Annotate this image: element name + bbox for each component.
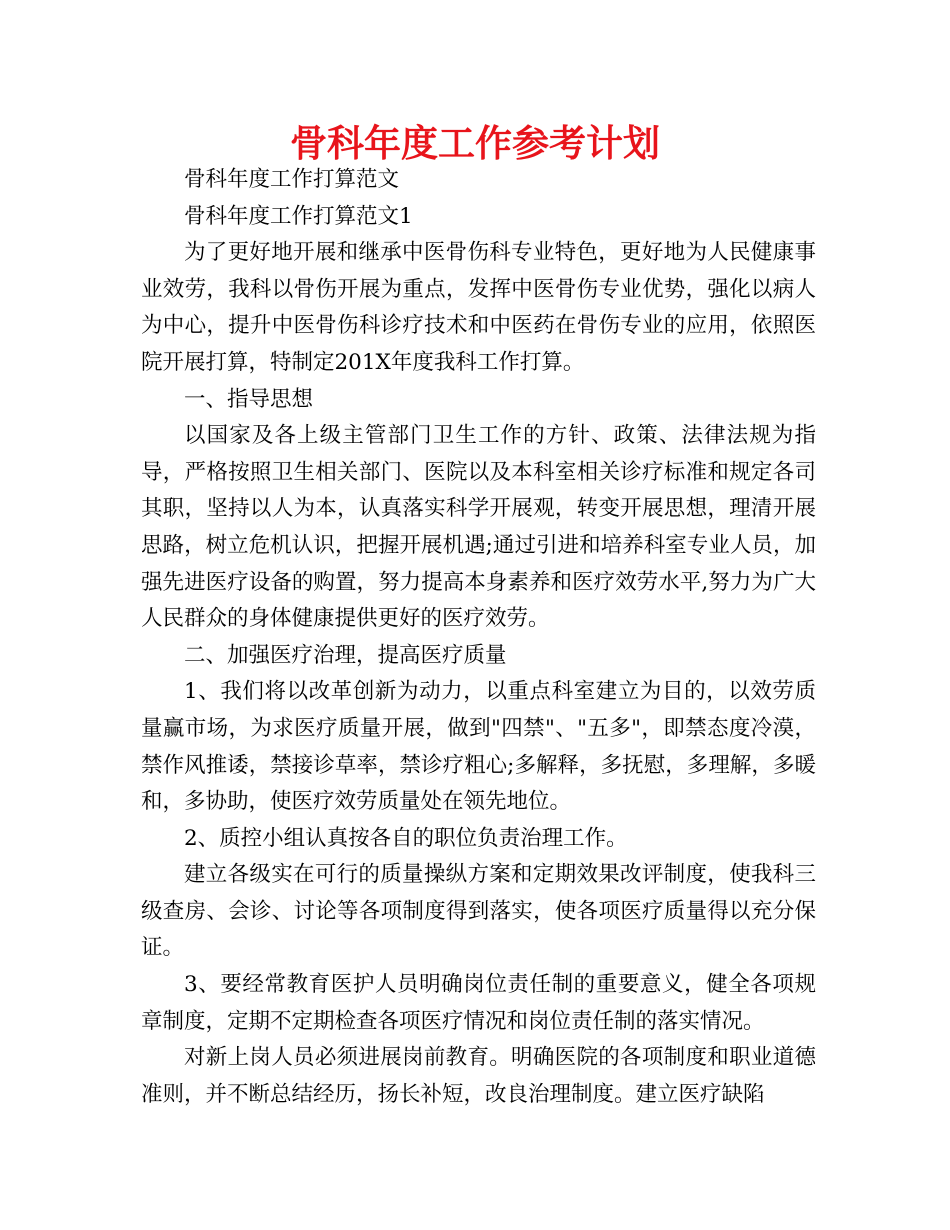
paragraph-quality-control: 建立各级实在可行的质量操纵方案和定期效果改评制度，使我科三级查房、会诊、讨论等各项制度得到落实，使各项医疗质量得以充分保证。	[141, 862, 816, 961]
paragraph-subtitle-1: 骨科年度工作打算范文1	[184, 203, 413, 229]
section-heading-guiding-ideology: 一、指导思想	[184, 386, 314, 412]
paragraph-guiding-ideology: 以国家及各上级主管部门卫生工作的方针、政策、法律法规为指导，严格按照卫生相关部门、医院以及本科室相关诊疗标准和规定各司其职，坚持以人为本，认真落实科学开展观，转变开展思想，理清开展思路，树立危机认识，把握开展机遇;通过引进和培养科室专业人员，加强先进医疗设备的购置，努力提高本身素养和医疗效劳水平,努力为广大人民群众的身体健康提供更好的医疗效劳。	[141, 423, 816, 632]
document-body	[141, 162, 816, 1113]
paragraph-subtitle: 骨科年度工作打算范文	[184, 167, 400, 192]
paragraph-new-staff: 对新上岗人员必须进展岗前教育。明确医院的各项制度和职业道德准则，并不断总结经历，扬长补短，改良治理制度。建立医疗缺陷	[141, 1045, 816, 1107]
paragraph-item-2: 2、质控小组认真按各自的职位负责治理工作。	[184, 825, 628, 851]
paragraph-item-3: 3、要经常教育医护人员明确岗位责任制的重要意义，健全各项规章制度，定期不定期检查各项医疗情况和岗位责任制的落实情况。	[141, 972, 816, 1034]
paragraph-intro: 为了更好地开展和继承中医骨伤科专业特色，更好地为人民健康事业效劳，我科以骨伤开展为重点，发挥中医骨伤专业优势，强化以病人为中心，提升中医骨伤科诊疗技术和中医药在骨伤专业的应用，依照医院开展打算，特制定201X年度我科工作打算。	[141, 240, 816, 375]
document-title: 骨科年度工作参考计划	[290, 122, 660, 165]
paragraph-item-1: 1、我们将以改革创新为动力，以重点科室建立为目的，以效劳质量赢市场，为求医疗质量开展，做到"四禁"、"五多"，即禁态度冷漠，禁作风推诿，禁接诊草率，禁诊疗粗心;多解释，多抚慰，多理解，多暖和，多协助，使医疗效劳质量处在领先地位。	[141, 679, 816, 815]
section-heading-medical-management: 二、加强医疗治理，提高医疗质量	[184, 642, 507, 668]
